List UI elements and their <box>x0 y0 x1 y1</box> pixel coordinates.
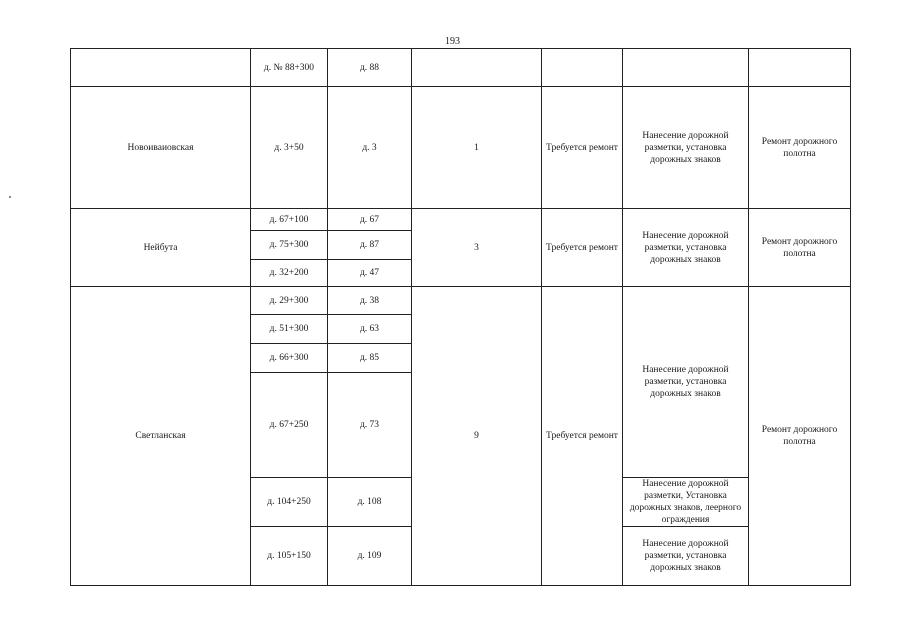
house-cell: д. 85 <box>328 344 412 373</box>
house-cell: д. 87 <box>328 231 412 260</box>
street-cell: Светланская <box>71 287 251 586</box>
road-repair-table <box>70 48 851 586</box>
table-row <box>71 287 851 315</box>
action-cell: Нанесение дорожной разметки, Установка дорожных знаков, леерного ограждения <box>623 478 749 527</box>
work-cell: Ремонт дорожного полотна <box>749 209 851 287</box>
action-cell: Нанесение дорожной разметки, установка дорожных знаков <box>623 87 749 209</box>
house-cell: д. 73 <box>328 373 412 478</box>
table-row <box>71 87 851 209</box>
page-number: 193 <box>445 36 460 47</box>
street-cell: Нейбута <box>71 209 251 287</box>
house-range-cell: д. 66+300 <box>251 344 328 373</box>
count-cell <box>412 49 542 87</box>
house-range-cell: д. 51+300 <box>251 315 328 344</box>
house-cell: д. 63 <box>328 315 412 344</box>
condition-cell: Требуется ремонт <box>542 87 623 209</box>
action-cell: Нанесение дорожной разметки, установка дорожных знаков <box>623 287 749 478</box>
house-cell: д. 109 <box>328 527 412 586</box>
condition-cell <box>542 49 623 87</box>
house-range-cell: д. 3+50 <box>251 87 328 209</box>
table-row <box>71 49 851 87</box>
count-cell: 3 <box>412 209 542 287</box>
action-cell <box>623 49 749 87</box>
house-cell: д. 3 <box>328 87 412 209</box>
work-cell <box>749 49 851 87</box>
house-range-cell: д. 67+250 <box>251 373 328 478</box>
work-cell: Ремонт дорожного полотна <box>749 287 851 586</box>
action-cell: Нанесение дорожной разметки, установка дорожных знаков <box>623 527 749 586</box>
scan-speck <box>9 196 11 198</box>
condition-cell: Требуется ремонт <box>542 287 623 586</box>
house-cell: д. 47 <box>328 260 412 287</box>
work-cell: Ремонт дорожного полотна <box>749 87 851 209</box>
table-row <box>71 209 851 231</box>
house-range-cell: д. 67+100 <box>251 209 328 231</box>
house-cell: д. 38 <box>328 287 412 315</box>
house-range-cell: д. 104+250 <box>251 478 328 527</box>
house-range-cell: д. 29+300 <box>251 287 328 315</box>
street-cell: Новоиваиовская <box>71 87 251 209</box>
house-cell: д. 108 <box>328 478 412 527</box>
count-cell: 1 <box>412 87 542 209</box>
house-cell: д. 88 <box>328 49 412 87</box>
house-range-cell: д. 105+150 <box>251 527 328 586</box>
house-range-cell: д. 32+200 <box>251 260 328 287</box>
action-cell: Нанесение дорожной разметки, установка дорожных знаков <box>623 209 749 287</box>
condition-cell: Требуется ремонт <box>542 209 623 287</box>
house-range-cell: д. № 88+300 <box>251 49 328 87</box>
house-range-cell: д. 75+300 <box>251 231 328 260</box>
house-cell: д. 67 <box>328 209 412 231</box>
street-cell <box>71 49 251 87</box>
count-cell: 9 <box>412 287 542 586</box>
